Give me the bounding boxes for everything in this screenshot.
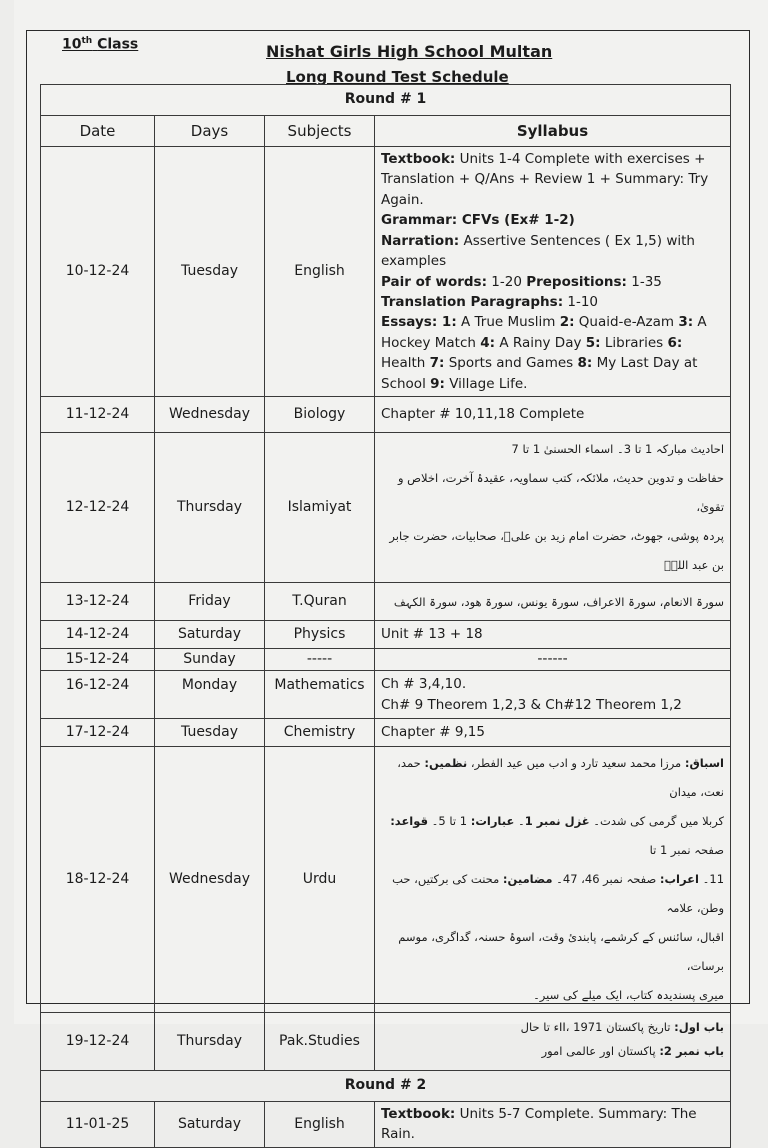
table-row (41, 397, 731, 433)
class-label: 10th Class (62, 36, 139, 53)
table-row (41, 433, 731, 583)
day-cell: Wednesday (155, 397, 265, 433)
column-header-row (41, 116, 731, 147)
table-row (41, 621, 731, 649)
date-cell: 19-12-24 (41, 1013, 155, 1071)
subject-cell: English (265, 147, 375, 397)
table-row (41, 1013, 731, 1071)
urdu-line: باب نمبر 2: پاکستان اور عالمی امور (541, 1044, 725, 1058)
col-syllabus: Syllabus (375, 116, 731, 147)
urdu-line: باب اول: تاریخ پاکستان II، 1971ء تا حال (520, 1020, 725, 1034)
syllabus-cell: Textbook: Units 5-7 Complete. Summary: The Rain. (375, 1102, 731, 1148)
schedule-title: Long Round Test Schedule (286, 68, 509, 86)
date-cell: 10-12-24 (41, 147, 155, 397)
syllabus-line: Ch# 9 Theorem 1,2,3 & Ch#12 Theorem 1,2 (381, 696, 682, 713)
day-cell: Monday (155, 671, 265, 719)
table-row (41, 583, 731, 621)
round-1-title: Round # 1 (41, 85, 731, 116)
syllabus-cell: Unit # 13 + 18 (375, 621, 731, 649)
subject-cell: Mathematics (265, 671, 375, 719)
round-2-title: Round # 2 (41, 1071, 731, 1102)
school-title: Nishat Girls High School Multan (266, 42, 553, 61)
urdu-line: احادیث مبارکہ 1 تا 3۔ اسماء الحسنیٰ 1 تا 7 (511, 442, 725, 456)
table-row (41, 147, 731, 397)
urdu-line: پردہ پوشی، جھوٹ، حضرت امام زید بن علیؓ، صحابیات، حضرت جابر بن عبد اللہؓ (389, 529, 725, 572)
round-2-header-row (41, 1071, 731, 1102)
syllabus-cell: Chapter # 10,11,18 Complete (375, 397, 731, 433)
syllabus-cell: ------ (375, 649, 731, 671)
date-cell: 12-12-24 (41, 433, 155, 583)
syllabus-cell: Chapter # 9,15 (375, 719, 731, 747)
col-subjects: Subjects (265, 116, 375, 147)
maths-syllabus (375, 671, 731, 719)
islamiyat-syllabus (375, 433, 731, 583)
urdu-line: میری پسندیدہ کتاب، ایک میلے کی سیر۔ (533, 988, 725, 1002)
day-cell: Tuesday (155, 147, 265, 397)
urdu-line: کربلا میں گرمی کی شدت۔ غزل نمبر 1۔ عبارات: 1 تا 5۔ قواعد: صفحہ نمبر 1 تا (390, 814, 725, 857)
subject-cell: Biology (265, 397, 375, 433)
subject-cell: Islamiyat (265, 433, 375, 583)
urdu-line: حفاظت و تدوین حدیث، ملائکہ، کتب سماویہ، عقیدۂ آخرت، اخلاص و تقویٰ، (397, 471, 725, 514)
day-cell: Sunday (155, 649, 265, 671)
date-cell: 16-12-24 (41, 671, 155, 719)
day-cell: Thursday (155, 1013, 265, 1071)
date-cell: 14-12-24 (41, 621, 155, 649)
subject-cell: ----- (265, 649, 375, 671)
col-days: Days (155, 116, 265, 147)
round-1-header-row (41, 85, 731, 116)
pak-studies-syllabus (375, 1013, 731, 1071)
day-cell: Wednesday (155, 747, 265, 1013)
subject-cell: Physics (265, 621, 375, 649)
col-date: Date (41, 116, 155, 147)
urdu-line: اقبال، سائنس کے کرشمے، پابندئ وقت، اسوۂ حسنہ، گداگری، موسم برسات، (398, 930, 725, 973)
day-cell: Saturday (155, 621, 265, 649)
date-cell: 15-12-24 (41, 649, 155, 671)
day-cell: Tuesday (155, 719, 265, 747)
day-cell: Saturday (155, 1102, 265, 1148)
table-row (41, 747, 731, 1013)
quran-syllabus: سورۃ الانعام، سورۃ الاعراف، سورۃ یونس، سورۃ ھود، سورۃ الکہف (375, 583, 731, 621)
date-cell: 13-12-24 (41, 583, 155, 621)
date-cell: 17-12-24 (41, 719, 155, 747)
urdu-line: اسباق: مرزا محمد سعید تارد و ادب میں عید الفطر، نظمیں: حمد، نعت، میدان (397, 756, 725, 799)
syllabus-line: Ch # 3,4,10. (381, 676, 467, 693)
date-cell: 11-12-24 (41, 397, 155, 433)
subject-cell: Urdu (265, 747, 375, 1013)
table-row (41, 1102, 731, 1148)
subject-cell: Pak.Studies (265, 1013, 375, 1071)
schedule-table (40, 84, 731, 1148)
day-cell: Thursday (155, 433, 265, 583)
subject-cell: T.Quran (265, 583, 375, 621)
date-cell: 11-01-25 (41, 1102, 155, 1148)
urdu-line: 11۔ اعراب: صفحہ نمبر 46، 47۔ مضامین: محنت کی برکتیں، حب وطن، علامہ (392, 872, 725, 915)
table-row (41, 671, 731, 719)
date-cell: 18-12-24 (41, 747, 155, 1013)
subject-cell: Chemistry (265, 719, 375, 747)
urdu-syllabus (375, 747, 731, 1013)
subject-cell: English (265, 1102, 375, 1148)
table-row (41, 719, 731, 747)
table-row (41, 649, 731, 671)
day-cell: Friday (155, 583, 265, 621)
english-syllabus: Textbook: Units 1-4 Complete with exercises + Translation + Q/Ans + Review 1 + Summary: Try Again. Grammar: CFVs (Ex# 1-2) Narration: Assertive Sentences ( Ex 1,5) with examples Pair of words: 1-20 Prepositions: 1-35 Translation Paragraphs: 1-10 Essays: 1: A True Muslim 2: Quaid-e-Azam 3: A Hockey Match 4: A Rainy Day 5: Libraries 6: Health 7: Sports and Games 8: My Last Day at School 9: Village Life. (375, 147, 731, 397)
